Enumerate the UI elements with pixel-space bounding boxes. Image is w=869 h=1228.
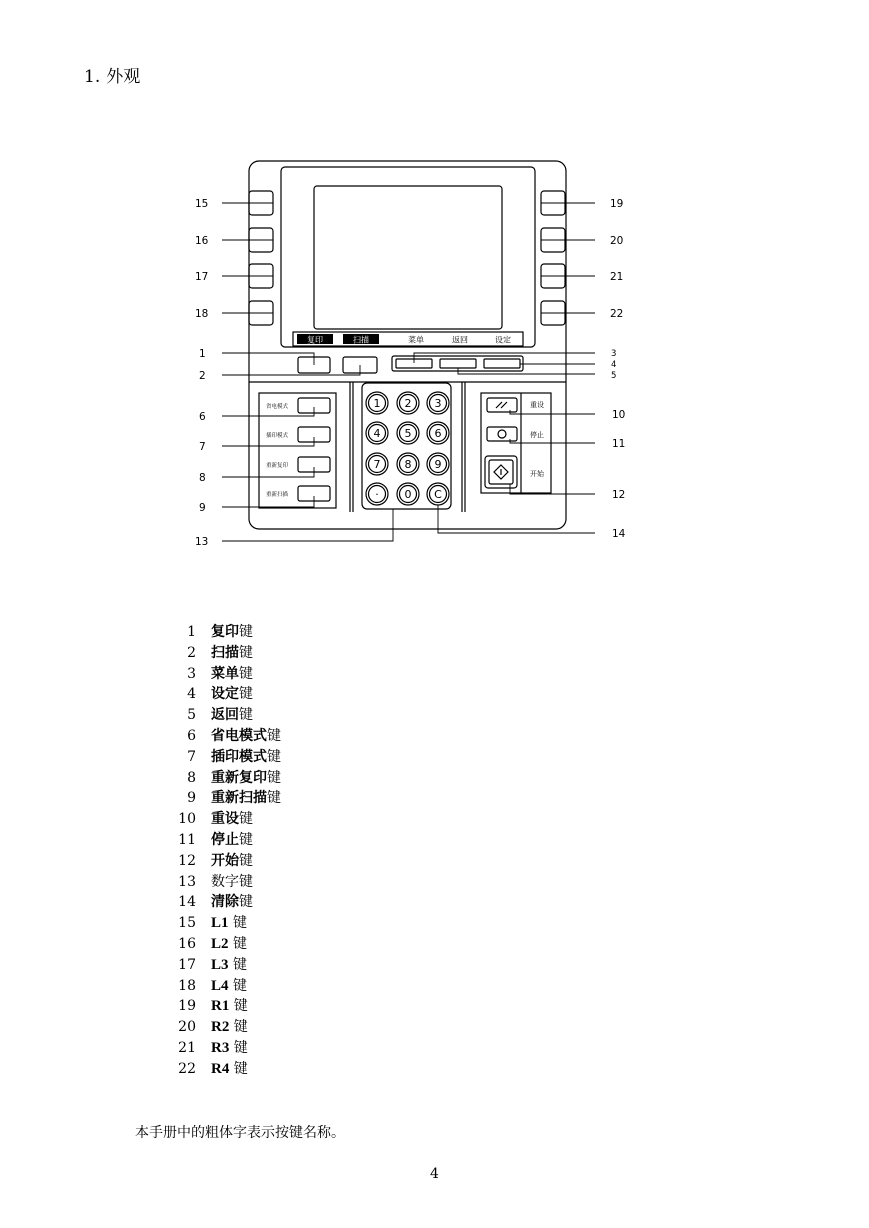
legend-number: 21 (178, 1039, 196, 1056)
legend-item (160, 1059, 480, 1080)
legend-suffix: 键 (267, 727, 281, 744)
legend-item (160, 788, 480, 809)
reset-key[interactable] (487, 398, 517, 412)
screen-tab-scan: 扫描 (353, 335, 369, 345)
legend-suffix: 键 (229, 998, 248, 1015)
legend-key-name: 清除 (211, 894, 239, 911)
callout-22: 22 (610, 308, 624, 320)
legend-number: 7 (187, 748, 196, 765)
key-label-8: 8 (404, 458, 412, 471)
legend-key-name: R3 (211, 1039, 230, 1056)
panel-body (249, 161, 566, 529)
legend-suffix: 键 (228, 977, 247, 994)
legend-key-name: 重新复印 (211, 769, 267, 786)
leader-line (222, 365, 360, 375)
setting-key[interactable] (484, 359, 520, 368)
legend-suffix: 键 (239, 831, 253, 848)
section-number: 1. (84, 67, 101, 87)
legend-item (160, 892, 480, 913)
callout-12: 12 (612, 489, 626, 501)
key-label-1: 1 (373, 397, 381, 410)
legend-suffix: 键 (239, 707, 253, 724)
legend-key-name: R2 (211, 1019, 230, 1036)
page-number: 4 (430, 1166, 439, 1182)
legend-suffix: 键 (228, 915, 247, 932)
key-label-0: 0 (404, 488, 412, 501)
legend-number: 19 (178, 998, 196, 1015)
key-label-3: 3 (434, 397, 442, 410)
legend-suffix: 数字键 (211, 873, 253, 890)
legend-item (160, 872, 480, 893)
callout-20: 20 (610, 235, 624, 247)
legend-key-name: 设定 (211, 686, 239, 703)
menu-key-group (392, 356, 523, 371)
legend-number: 17 (178, 956, 196, 973)
key-label-c: C (434, 488, 442, 501)
legend-key-name: R1 (211, 998, 230, 1015)
lcd-screen (314, 186, 502, 329)
callout-5: 5 (611, 371, 617, 381)
legend-number: 18 (178, 977, 196, 994)
legend-item (160, 705, 480, 726)
legend-item (160, 643, 480, 664)
legend-number: 3 (187, 665, 196, 682)
legend-suffix: 键 (267, 769, 281, 786)
legend-item (160, 976, 480, 997)
legend-suffix: 键 (228, 935, 247, 952)
legend-key-name: R4 (211, 1060, 230, 1077)
callout-7: 7 (199, 441, 206, 453)
legend-item (160, 684, 480, 705)
stop-label: 停止 (530, 431, 544, 439)
legend-item (160, 934, 480, 955)
stop-key[interactable] (487, 427, 517, 441)
legend-key-name: 插印模式 (211, 748, 267, 765)
legend-number: 22 (178, 1060, 196, 1077)
legend-number: 14 (178, 894, 196, 911)
legend-key-name: 省电模式 (211, 727, 267, 744)
callout-8: 8 (199, 472, 206, 484)
bold-text-note: 本手册中的粗体字表示按键名称。 (135, 1125, 345, 1141)
control-panel-diagram (0, 0, 869, 600)
interrupt-label: 插印模式 (265, 433, 289, 439)
legend-suffix: 键 (229, 1019, 248, 1036)
legend-item (160, 1038, 480, 1059)
rescan-label: 重新扫描 (265, 492, 289, 498)
callout-11: 11 (612, 438, 626, 450)
legend-key-name: L4 (211, 977, 229, 994)
legend-key-name: 返回 (211, 707, 239, 724)
screen-bezel (281, 167, 535, 347)
legend-suffix: 键 (267, 790, 281, 807)
power-save-label: 省电模式 (265, 404, 289, 410)
key-label-9: 9 (434, 458, 442, 471)
legend-number: 2 (187, 644, 196, 661)
legend-number: 8 (187, 769, 196, 786)
callout-16: 16 (195, 235, 209, 247)
callout-2: 2 (199, 370, 206, 382)
leader-line (222, 509, 393, 541)
key-label-4: 4 (373, 427, 381, 440)
key-legend (160, 622, 480, 1080)
callout-18: 18 (195, 308, 209, 320)
legend-number: 9 (187, 790, 196, 807)
legend-number: 5 (187, 707, 196, 724)
legend-item (160, 664, 480, 685)
back-key[interactable] (440, 359, 476, 368)
legend-number: 6 (187, 727, 196, 744)
screen-tab-setting: 设定 (495, 335, 511, 345)
legend-item (160, 913, 480, 934)
reset-label: 重设 (530, 401, 544, 409)
legend-suffix: 键 (229, 1060, 248, 1077)
legend-item (160, 851, 480, 872)
legend-suffix: 键 (239, 686, 253, 703)
legend-key-name: L2 (211, 935, 229, 952)
legend-item (160, 747, 480, 768)
callout-13: 13 (195, 536, 209, 548)
legend-number: 4 (187, 686, 196, 703)
legend-item (160, 726, 480, 747)
screen-tab-menu: 菜单 (408, 335, 424, 345)
legend-number: 13 (178, 873, 196, 890)
key-label-5: 5 (404, 427, 412, 440)
legend-item (160, 1017, 480, 1038)
callout-4: 4 (611, 360, 617, 370)
leader-line (510, 410, 595, 414)
callout-1: 1 (199, 348, 206, 360)
legend-suffix: 键 (239, 852, 253, 869)
legend-number: 11 (178, 831, 196, 848)
legend-suffix: 键 (228, 956, 247, 973)
section-title: 外观 (106, 67, 141, 87)
legend-number: 20 (178, 1019, 196, 1036)
legend-number: 16 (178, 935, 196, 952)
leader-line (414, 353, 595, 363)
legend-key-name: 重设 (211, 811, 239, 828)
legend-item (160, 830, 480, 851)
recopy-label: 重新复印 (265, 463, 289, 469)
legend-suffix: 键 (267, 748, 281, 765)
leader-line (510, 439, 595, 443)
key-label-2: 2 (404, 397, 412, 410)
legend-suffix: 键 (239, 665, 253, 682)
start-label: 开始 (530, 470, 544, 478)
legend-key-name: 停止 (211, 831, 239, 848)
screen-tab-back: 返回 (452, 335, 468, 345)
key-label-dot: · (375, 488, 379, 501)
callout-21: 21 (610, 271, 624, 283)
callout-15: 15 (195, 198, 209, 210)
legend-item (160, 809, 480, 830)
legend-key-name: 菜单 (211, 665, 239, 682)
screen-tab-copy: 复印 (307, 335, 323, 345)
legend-key-name: 开始 (211, 852, 239, 869)
legend-key-name: L3 (211, 956, 229, 973)
key-label-6: 6 (434, 427, 442, 440)
legend-number: 10 (178, 811, 196, 828)
leader-line (222, 353, 314, 365)
legend-suffix: 键 (239, 894, 253, 911)
legend-key-name: 复印 (211, 624, 239, 640)
callout-9: 9 (199, 502, 206, 514)
callout-3: 3 (611, 349, 617, 359)
stop-icon (498, 430, 506, 438)
legend-item (160, 622, 480, 643)
key-label-7: 7 (373, 458, 381, 471)
legend-number: 15 (178, 915, 196, 932)
legend-item (160, 955, 480, 976)
callout-6: 6 (199, 411, 206, 423)
callout-19: 19 (610, 198, 624, 210)
legend-item (160, 768, 480, 789)
callout-14: 14 (612, 528, 626, 540)
callout-17: 17 (195, 271, 209, 283)
legend-suffix: 键 (229, 1039, 248, 1056)
legend-suffix: 键 (239, 624, 253, 640)
callout-10: 10 (612, 409, 626, 421)
legend-key-name: 重新扫描 (211, 790, 267, 807)
legend-number: 12 (178, 852, 196, 869)
legend-suffix: 键 (239, 644, 253, 661)
legend-key-name: L1 (211, 915, 229, 932)
legend-item (160, 996, 480, 1017)
legend-key-name: 扫描 (211, 644, 239, 661)
legend-number: 1 (187, 624, 196, 640)
legend-suffix: 键 (239, 811, 253, 828)
